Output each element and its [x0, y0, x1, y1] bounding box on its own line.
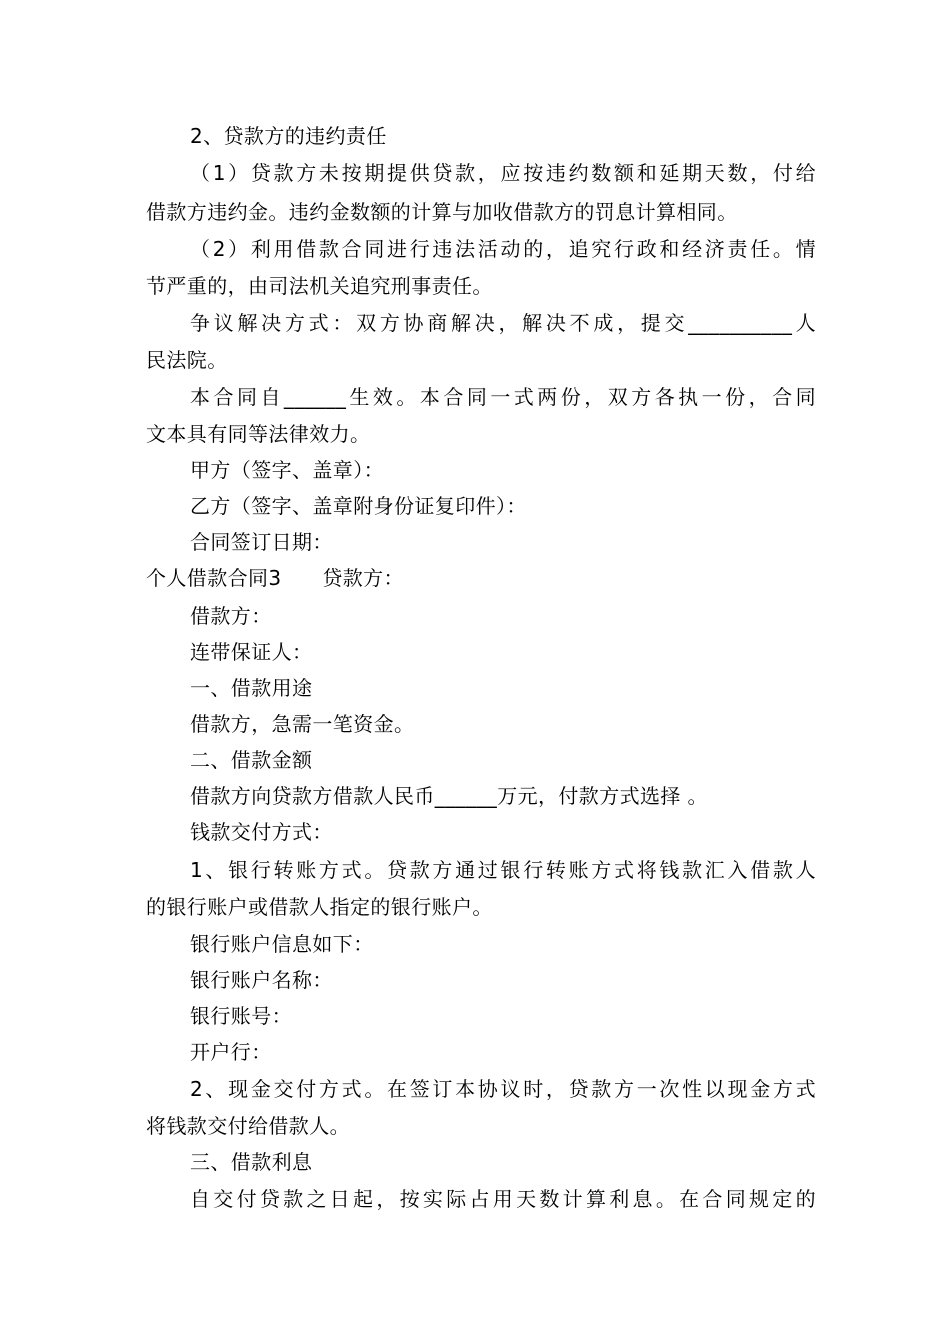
paragraph-line: 文本具有同等法律效力。 — [146, 422, 371, 446]
section-heading: 三、借款利息 — [190, 1150, 313, 1174]
paragraph-line: 争议解决方式：双方协商解决，解决不成，提交__________人 — [190, 311, 816, 335]
paragraph-line: 开户行： — [190, 1040, 272, 1064]
paragraph-line: 借款方，急需一笔资金。 — [190, 712, 415, 736]
clause-heading-lender-liability: 2、贷款方的违约责任 — [190, 124, 387, 148]
paragraph-line: 民法院。 — [146, 348, 228, 372]
paragraph-line: 借款方违约金。违约金数额的计算与加收借款方的罚息计算相同。 — [146, 200, 738, 224]
paragraph-line: 钱款交付方式： — [190, 820, 333, 844]
paragraph-line: （1）贷款方未按期提供贷款，应按违约数额和延期天数，付给 — [190, 161, 816, 185]
signing-date-line: 合同签订日期： — [190, 530, 333, 554]
contract-title-line: 个人借款合同3 贷款方： — [146, 566, 404, 590]
section-heading: 一、借款用途 — [190, 676, 313, 700]
paragraph-line: 银行账号： — [190, 1004, 292, 1028]
paragraph-line: （2）利用借款合同进行违法活动的，追究行政和经济责任。情 — [190, 237, 816, 261]
party-line-guarantor: 连带保证人： — [190, 640, 313, 664]
section-heading: 二、借款金额 — [190, 748, 313, 772]
paragraph-line: 的银行账户或借款人指定的银行账户。 — [146, 895, 493, 919]
signature-line-party-a: 甲方（签字、盖章）： — [190, 458, 384, 482]
paragraph-line: 自交付贷款之日起，按实际占用天数计算利息。在合同规定的 — [190, 1187, 816, 1211]
paragraph-line: 节严重的，由司法机关追究刑事责任。 — [146, 274, 493, 298]
paragraph-line: 银行账户名称： — [190, 968, 333, 992]
paragraph-line: 借款方向贷款方借款人民币______万元，付款方式选择 。 — [190, 784, 708, 808]
signature-line-party-b: 乙方（签字、盖章附身份证复印件）： — [190, 494, 527, 518]
paragraph-line: 本合同自______生效。本合同一式两份，双方各执一份，合同 — [190, 385, 816, 409]
party-line-borrower: 借款方： — [190, 604, 272, 628]
paragraph-line: 将钱款交付给借款人。 — [146, 1114, 350, 1138]
paragraph-line: 银行账户信息如下： — [190, 932, 374, 956]
paragraph-line: 1、银行转账方式。贷款方通过银行转账方式将钱款汇入借款人 — [190, 858, 816, 882]
paragraph-line: 2、现金交付方式。在签订本协议时，贷款方一次性以现金方式 — [190, 1077, 816, 1101]
